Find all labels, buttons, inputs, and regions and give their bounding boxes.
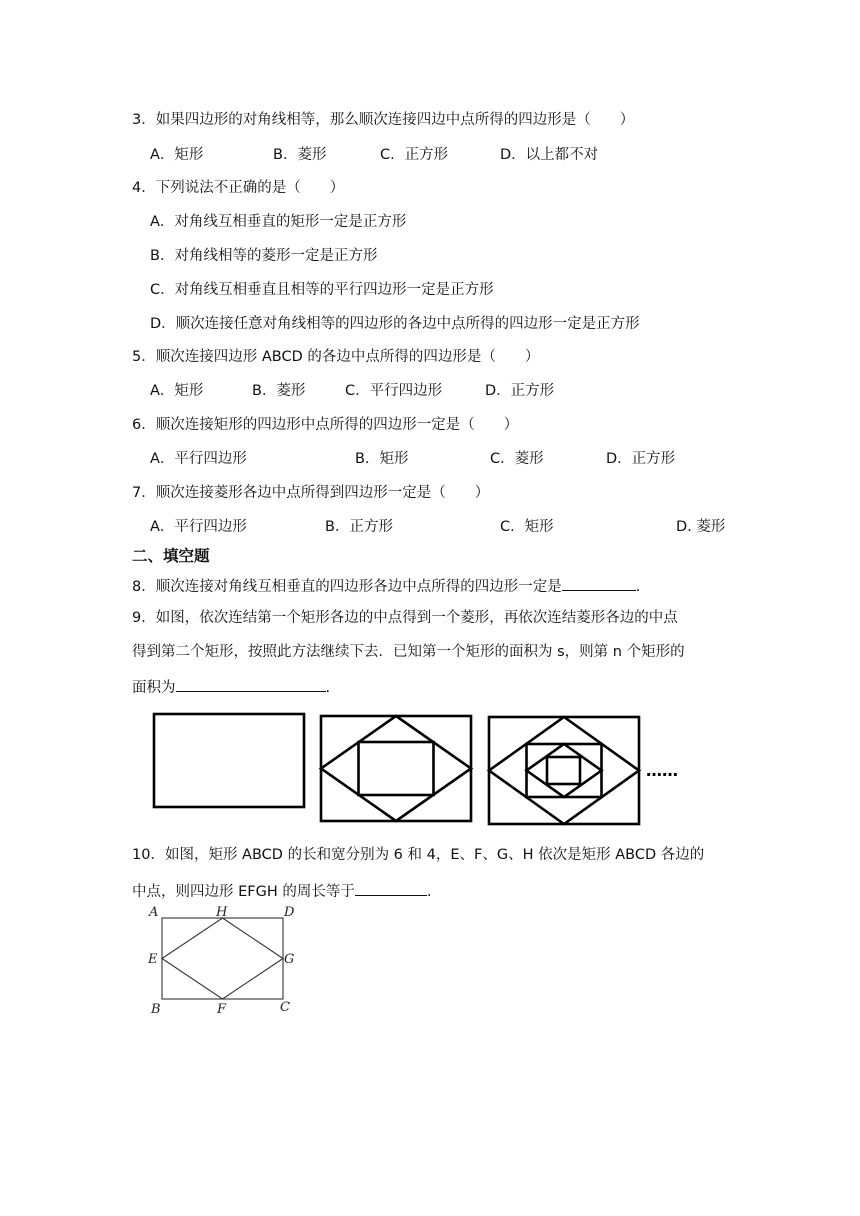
q9-rect-3-outer <box>489 717 639 824</box>
q9-rhombus-2 <box>321 716 471 821</box>
label-e: E <box>148 952 158 967</box>
q6-option-c: C．菱形 <box>490 451 544 467</box>
q4-stem: 4．下列说法不正确的是（ ） <box>132 180 345 196</box>
q9-rect-3-inner <box>547 757 580 784</box>
q10-line-1: 10．如图，矩形 ABCD 的长和宽分别为 6 和 4，E、F、G、H 依次是矩形 ABCD 各边的 <box>132 847 705 863</box>
q8-stem <box>132 575 640 597</box>
q4-option-d: D．顺次连接任意对角线相等的四边形的各边中点所得的四边形一定是正方形 <box>150 316 640 332</box>
q7-stem: 7．顺次连接菱形各边中点所得到四边形一定是（ ） <box>132 485 490 501</box>
q5-option-b: B．菱形 <box>252 383 306 399</box>
q10-figure <box>145 900 305 1015</box>
q6-stem: 6．顺次连接矩形的四边形中点所得的四边形一定是（ ） <box>132 417 519 433</box>
label-g: G <box>284 952 295 967</box>
q7-option-c: C．矩形 <box>500 519 554 535</box>
q9-line-2: 得到第二个矩形，按照此方法继续下去．已知第一个矩形的面积为 s，则第 n 个矩形的 <box>132 644 685 660</box>
q8-text: 8．顺次连接对角线互相垂直的四边形各边中点所得的四边形一定是 <box>132 579 562 595</box>
label-f: F <box>217 1002 227 1017</box>
q3-option-d: D．以上都不对 <box>500 147 599 163</box>
q5-option-c: C．平行四边形 <box>345 383 443 399</box>
q9-rhombus-3-a <box>489 717 639 824</box>
section-title: 二、填空题 <box>132 547 210 565</box>
q9-answer-blank[interactable] <box>176 676 326 692</box>
q10-line-2 <box>132 880 431 902</box>
q4-option-b: B．对角线相等的菱形一定是正方形 <box>150 248 378 264</box>
label-b: B <box>151 1002 161 1017</box>
q5-option-a: A．矩形 <box>150 383 204 399</box>
q5-option-d: D．正方形 <box>485 383 555 399</box>
q9-text: 面积为 <box>132 680 176 696</box>
q7-option-b: B．正方形 <box>325 519 393 535</box>
q3-stem: 3．如果四边形的对角线相等，那么顺次连接四边中点所得的四边形是（ ） <box>132 112 635 128</box>
q9-rect-3-mid <box>527 744 602 797</box>
q4-option-a: A．对角线互相垂直的矩形一定是正方形 <box>150 214 407 230</box>
label-d: D <box>284 905 295 920</box>
q4-option-c: C．对角线互相垂直且相等的平行四边形一定是正方形 <box>150 282 494 298</box>
q6-option-d: D．正方形 <box>606 451 676 467</box>
q9-rhombus-3-b <box>527 744 602 797</box>
q10-rect-abcd <box>162 918 283 999</box>
q9-line-1: 9．如图，依次连结第一个矩形各边的中点得到一个菱形，再依次连结菱形各边的中点 <box>132 610 678 626</box>
q6-option-a: A．平行四边形 <box>150 451 247 467</box>
q8-period: . <box>635 579 641 595</box>
label-a: A <box>149 905 159 920</box>
q8-answer-blank[interactable] <box>562 575 636 591</box>
q7-option-d: D. 菱形 <box>676 519 726 535</box>
q10-answer-blank[interactable] <box>355 880 427 896</box>
q9-rect-1 <box>154 714 304 807</box>
q10-quad-efgh <box>162 918 283 999</box>
q3-option-c: C．正方形 <box>380 147 449 163</box>
label-c: C <box>280 1000 290 1015</box>
q3-option-a: A．矩形 <box>150 147 204 163</box>
q10-text: 中点，则四边形 EFGH 的周长等于 <box>132 884 355 900</box>
q9-figure <box>150 710 710 830</box>
q6-option-b: B．矩形 <box>355 451 409 467</box>
q9-line-3 <box>132 676 330 698</box>
q10-period: . <box>426 884 432 900</box>
q9-ellipsis: …… <box>646 761 678 780</box>
q9-rect-2-inner <box>359 742 434 795</box>
q9-rect-2-outer <box>321 716 471 821</box>
q3-option-b: B．菱形 <box>273 147 327 163</box>
q7-option-a: A．平行四边形 <box>150 519 247 535</box>
q5-stem: 5．顺次连接四边形 ABCD 的各边中点所得的四边形是（ ） <box>132 349 540 365</box>
q9-period: . <box>325 680 331 696</box>
label-h: H <box>216 905 228 920</box>
